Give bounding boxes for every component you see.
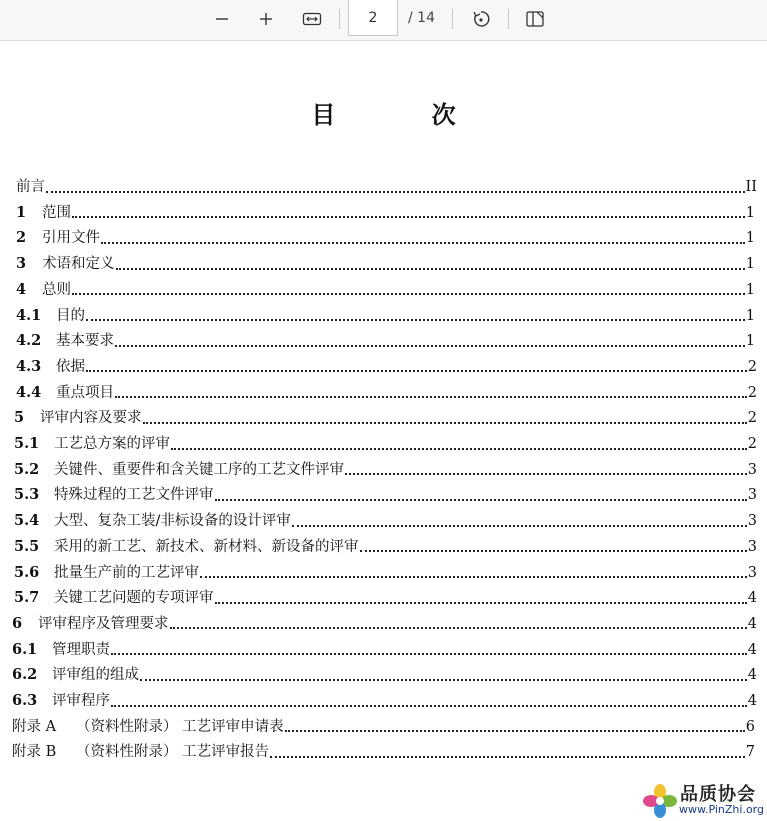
toc-section-title: 大型、复杂工装/非标设备的设计评审 (54, 513, 291, 530)
toc-section-number: 5.5 (14, 537, 40, 555)
toc-section-number: 4.2 (16, 332, 42, 350)
toc-leader-dots (285, 729, 745, 732)
toc-section-number: 4.4 (16, 383, 42, 401)
toc-section-title: 管理职责 (52, 641, 110, 658)
toc-section-title: 关键工艺问题的专项评审 (54, 590, 214, 607)
fit-width-icon (302, 11, 322, 27)
toc-page-number: 3 (747, 513, 757, 530)
toc-section-number: 5.7 (14, 589, 40, 607)
toc-section-number: 附录 A (12, 718, 57, 735)
toc-entry[interactable] (12, 664, 757, 686)
toolbar-divider (508, 9, 509, 29)
toc-label (14, 459, 344, 481)
toc-section-number: 5.3 (14, 486, 40, 504)
toc-entry[interactable] (12, 716, 755, 738)
toc-section-title: 引用文件 (42, 230, 100, 247)
toc-section-number: 5 (14, 409, 25, 427)
toc-leader-dots (86, 318, 745, 321)
toc-page-number: 4 (747, 615, 757, 632)
toc-section-number: 4.1 (16, 306, 42, 324)
toc-entry[interactable] (12, 741, 755, 763)
toc-page-number: 6 (745, 718, 755, 735)
toc-section-title: 特殊过程的工艺文件评审 (54, 487, 214, 504)
toc-leader-dots (171, 447, 747, 450)
toc-page-number: 2 (747, 358, 757, 375)
toc-entry[interactable] (16, 356, 757, 378)
toc-page-number: 3 (747, 564, 757, 581)
toc-label (16, 253, 115, 275)
toc-entry[interactable] (14, 562, 757, 584)
toc-label (12, 664, 139, 686)
toc-page-number: 4 (747, 667, 757, 684)
toc-label (14, 433, 170, 455)
toc-leader-dots (116, 267, 745, 270)
toc-page-number: 2 (747, 384, 757, 401)
toc-section-title: 评审内容及要求 (40, 410, 142, 427)
toc-page-number: 2 (747, 436, 757, 452)
toc-page-number: 1 (745, 256, 755, 273)
toc-label (16, 279, 71, 301)
toc-page-number: 1 (745, 204, 755, 221)
flower-logo-icon (642, 783, 678, 819)
toc-section-number: 5.1 (14, 435, 40, 452)
toc-entry[interactable] (14, 459, 757, 481)
toc-section-number: 4.3 (16, 357, 42, 375)
toc-leader-dots (72, 215, 745, 218)
toc-label (14, 510, 291, 532)
toc-section-number: 1 (16, 203, 27, 221)
toc-section-number: 4 (16, 280, 27, 298)
toc-leader-dots (46, 190, 745, 193)
toc-page-number: 3 (747, 461, 757, 478)
toc-page-number: 1 (745, 333, 755, 350)
toolbar-divider (339, 9, 340, 29)
toc-section-title: 总则 (42, 281, 71, 298)
toc-entry[interactable] (14, 510, 757, 532)
minus-icon (214, 11, 230, 27)
toc-page-number: 4 (747, 590, 757, 607)
toc-entry[interactable] (16, 202, 755, 224)
toc-section-title: （资料性附录） 工艺评审申请表 (76, 718, 284, 735)
toc-entry[interactable] (16, 305, 755, 327)
pdf-toolbar (0, 0, 767, 41)
toc-leader-dots (111, 652, 747, 655)
toc-section-number: 5.4 (14, 512, 40, 530)
toc-leader-dots (200, 575, 747, 578)
rotate-button[interactable] (465, 4, 497, 34)
page-view-icon (525, 10, 545, 28)
toc-page-number: II (745, 179, 757, 195)
toc-label (14, 536, 359, 558)
toc-page-number: 3 (747, 487, 757, 504)
toc-page-number: 2 (747, 410, 757, 427)
toc-leader-dots (111, 704, 747, 707)
toc-entry[interactable] (12, 639, 757, 661)
toolbar-divider (452, 9, 453, 29)
toc-label (14, 587, 214, 609)
toc-label (16, 227, 100, 249)
toc-entry[interactable] (16, 227, 755, 249)
page-view-button[interactable] (519, 4, 551, 34)
toc-label (12, 690, 110, 712)
toc-leader-dots (360, 549, 747, 552)
toc-section-title: 基本要求 (56, 333, 114, 350)
plus-icon (258, 11, 274, 27)
toc-leader-dots (101, 241, 745, 244)
toc-section-title: 评审程序 (52, 693, 110, 709)
toc-section-title: 依据 (56, 358, 85, 375)
toc-page-number: 3 (747, 538, 757, 555)
toc-section-title: （资料性附录） 工艺评审报告 (76, 744, 270, 761)
toc-page-number: 1 (745, 307, 755, 324)
toc-entry[interactable] (14, 484, 757, 506)
watermark (640, 778, 767, 821)
toc-label (14, 407, 142, 429)
toc-section-title: 前言 (16, 179, 45, 195)
toc-page-number: 1 (745, 281, 755, 298)
toc-section-number: 6 (12, 614, 23, 632)
toc-entry[interactable] (14, 536, 757, 558)
zoom-out-button[interactable] (206, 4, 238, 34)
fit-width-button[interactable] (296, 4, 328, 34)
toc-label (16, 382, 114, 404)
toc-section-title: 评审组的组成 (52, 667, 139, 684)
toc-section-title: 术语和定义 (42, 256, 115, 273)
toc-leader-dots (140, 678, 747, 681)
toc-entry[interactable] (12, 690, 757, 712)
toc-label (12, 716, 284, 738)
toc-label (16, 202, 71, 224)
toc-label (16, 330, 114, 352)
toc-section-title: 重点项目 (56, 384, 114, 401)
toc-leader-dots (86, 369, 747, 372)
toc-section-title: 采用的新工艺、新技术、新材料、新设备的评审 (54, 538, 359, 555)
toc-section-title: 工艺总方案的评审 (54, 436, 170, 452)
toc-leader-dots (215, 498, 747, 501)
toc-section-number: 附录 B (12, 744, 57, 761)
toc-entry[interactable] (16, 253, 755, 275)
toc-label (12, 639, 110, 661)
toc-label (12, 741, 269, 763)
toc-entry[interactable] (16, 279, 755, 301)
toc-page-number: 7 (745, 744, 755, 761)
watermark-name: 品质协会 (680, 784, 756, 805)
toc-entry[interactable] (14, 407, 757, 429)
toc-section-number: 2 (16, 229, 27, 247)
document-title: 目 次 (311, 101, 500, 129)
toc-leader-dots (143, 421, 747, 424)
toc-section-number: 5.6 (14, 563, 40, 581)
zoom-in-button[interactable] (250, 4, 282, 34)
toc-section-number: 6.2 (12, 666, 38, 684)
page-number-input[interactable] (348, 0, 398, 36)
toc-leader-dots (292, 524, 747, 527)
toc-page-number: 4 (747, 641, 757, 658)
toc-label (14, 562, 199, 584)
toc-page-number: 4 (747, 693, 757, 709)
toc-leader-dots (115, 344, 745, 347)
toc-entry[interactable] (16, 382, 757, 404)
toc-entry[interactable] (14, 433, 757, 455)
toc-entry[interactable] (14, 587, 757, 609)
toc-leader-dots (215, 601, 747, 604)
toc-section-number: 3 (16, 255, 27, 273)
toc-section-title: 范围 (42, 204, 71, 221)
toc-label (16, 305, 85, 327)
toc-entry[interactable] (12, 613, 757, 635)
toc-leader-dots (345, 472, 747, 475)
toc-leader-dots (270, 755, 745, 758)
toc-section-number: 6.3 (12, 692, 38, 709)
toc-label (12, 613, 169, 635)
toc-label (16, 176, 45, 198)
toc-label (14, 484, 214, 506)
toc-label (16, 356, 85, 378)
rotate-icon (471, 9, 491, 29)
toc-entry[interactable] (16, 176, 757, 198)
toc-section-title: 评审程序及管理要求 (38, 615, 169, 632)
toc-leader-dots (115, 395, 747, 398)
toc-section-number: 5.2 (14, 460, 40, 478)
page-total-label: / 14 (408, 10, 435, 26)
watermark-url: www.PinZhi.org (679, 803, 764, 816)
toc-section-title: 目的 (56, 307, 85, 324)
toc-page-number: 1 (745, 230, 755, 247)
toc-leader-dots (72, 292, 745, 295)
toc-section-title: 关键件、重要件和含关键工序的工艺文件评审 (54, 461, 344, 478)
toc-section-number: 6.1 (12, 640, 38, 658)
toc-section-title: 批量生产前的工艺评审 (54, 564, 199, 581)
toc-entry[interactable] (16, 330, 755, 352)
toc-leader-dots (170, 626, 747, 629)
